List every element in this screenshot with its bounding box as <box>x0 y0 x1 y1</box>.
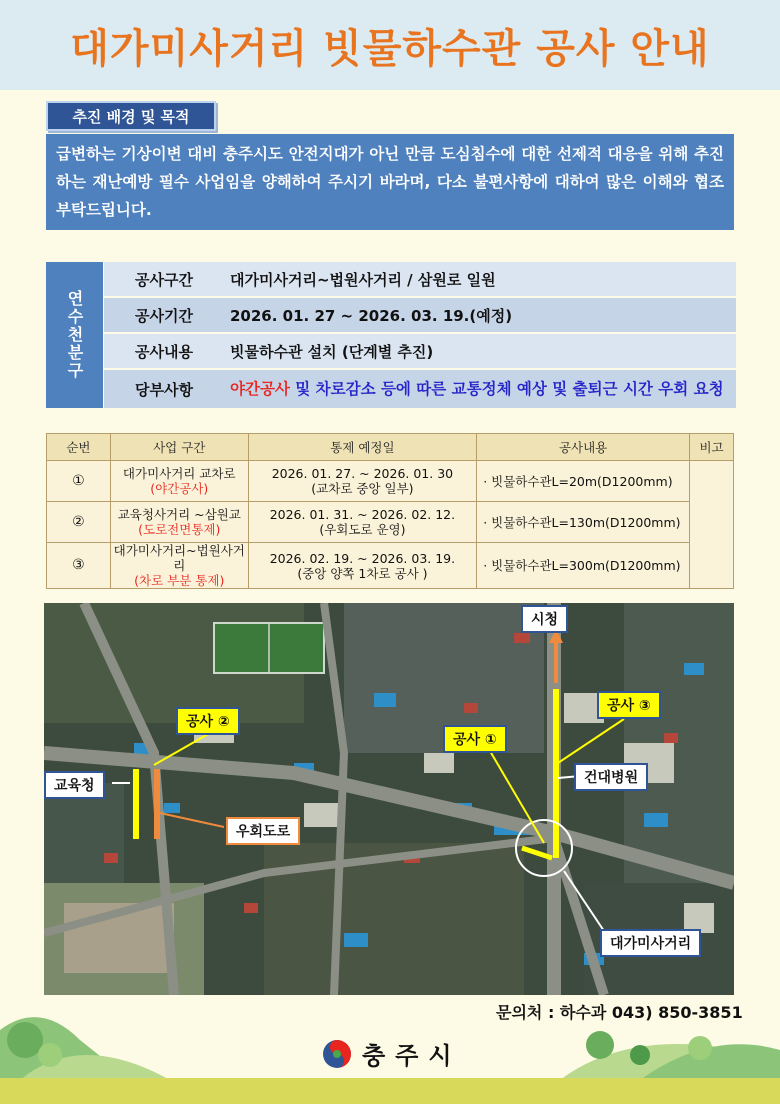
info-value: 2026. 01. 27 ~ 2026. 03. 19.(예정) <box>230 306 513 325</box>
row-date <box>248 502 477 543</box>
info-label: 공사기간 <box>135 306 193 325</box>
label-education-office: 교육청 <box>44 771 105 799</box>
info-value: 대가미사거리~법원사거리 / 삼원로 일원 <box>230 270 496 289</box>
row-number: ② <box>47 502 111 543</box>
label-detour: 우회도로 <box>226 817 300 845</box>
city-name: 충주시 <box>362 1042 462 1070</box>
row-section <box>110 543 248 589</box>
purpose-text: 급변하는 기상이변 대비 충주시도 안전지대가 아닌 만큼 도심침수에 대한 선제적 대응을 위해 추진하는 재난예방 필수 사업임을 양해하여 주시기 바라며, 다소 불편사항에 대하여 많은 이해와 협조 부탁드립니다. <box>46 134 734 230</box>
info-side-label: 연수천분구 <box>46 262 103 408</box>
row-remark <box>690 461 734 589</box>
info-value <box>224 381 736 398</box>
night-work-highlight: 야간공사 <box>230 379 290 398</box>
info-table <box>46 262 736 408</box>
info-row <box>104 262 736 296</box>
info-label: 공사구간 <box>135 270 193 289</box>
date-note: (우회도로 운영) <box>319 522 406 537</box>
info-value: 빗물하수관 설치 (단계별 추진) <box>230 342 434 361</box>
row-section <box>110 502 248 543</box>
label-city-hall: 시청 <box>521 605 568 633</box>
label-work-2: 공사 ② <box>176 707 240 735</box>
header-section: 사업 구간 <box>110 434 248 461</box>
label-work-1: 공사 ① <box>443 725 507 753</box>
info-row <box>104 298 736 332</box>
page-title: 대가미사거리 빗물하수관 공사 안내 <box>70 25 710 72</box>
header-note: 비고 <box>690 434 734 461</box>
row-work: · 빗물하수관L=300m(D1200mm) <box>477 543 690 589</box>
row-number: ① <box>47 461 111 502</box>
request-text: 및 차로감소 등에 따른 교통정체 예상 및 출퇴근 시간 우회 요청 <box>289 379 724 398</box>
info-row <box>104 334 736 368</box>
row-work: · 빗물하수관L=130m(D1200mm) <box>477 502 690 543</box>
section-note: (도로전면통제) <box>138 522 221 537</box>
label-work-3: 공사 ③ <box>597 691 661 719</box>
contact-info: 문의처 : 하수과 043) 850-3851 <box>496 1003 743 1022</box>
date-note: (중앙 양쪽 1차로 공사 ) <box>297 565 428 581</box>
row-section <box>110 461 248 502</box>
date-note: (교차로 중앙 일부) <box>311 481 414 496</box>
table-row <box>47 543 734 589</box>
header-banner <box>0 0 780 90</box>
section-name: 교육청사거리 ~삼원교 <box>117 507 241 522</box>
footer-ground <box>0 1078 780 1104</box>
landscape-decoration <box>0 1000 780 1080</box>
purpose-tag: 추진 배경 및 목적 <box>46 101 216 131</box>
section-name: 대가미사거리~법원사거리 <box>113 543 245 573</box>
date-range: 2026. 01. 27. ~ 2026. 01. 30 <box>271 466 454 481</box>
row-work: · 빗물하수관L=20m(D1200mm) <box>477 461 690 502</box>
label-intersection: 대가미사거리 <box>600 929 701 957</box>
aerial-map <box>44 603 734 995</box>
section-name: 대가미사거리 교차로 <box>122 466 236 481</box>
info-row <box>104 370 736 408</box>
section-note: (차로 부분 통제) <box>134 573 225 588</box>
table-row <box>47 502 734 543</box>
table-row <box>47 461 734 502</box>
header-date: 통제 예정일 <box>248 434 477 461</box>
header-no: 순번 <box>47 434 111 461</box>
label-hospital: 건대병원 <box>574 763 648 791</box>
section-note: (야간공사) <box>150 481 209 496</box>
date-range: 2026. 02. 19. ~ 2026. 03. 19. <box>269 550 456 566</box>
row-date <box>248 461 477 502</box>
header-work: 공사내용 <box>477 434 690 461</box>
schedule-table <box>46 433 734 589</box>
row-number: ③ <box>47 543 111 589</box>
date-range: 2026. 01. 31. ~ 2026. 02. 12. <box>269 507 456 522</box>
info-label: 공사내용 <box>135 342 193 361</box>
info-label: 당부사항 <box>135 380 193 399</box>
row-date <box>248 543 477 589</box>
